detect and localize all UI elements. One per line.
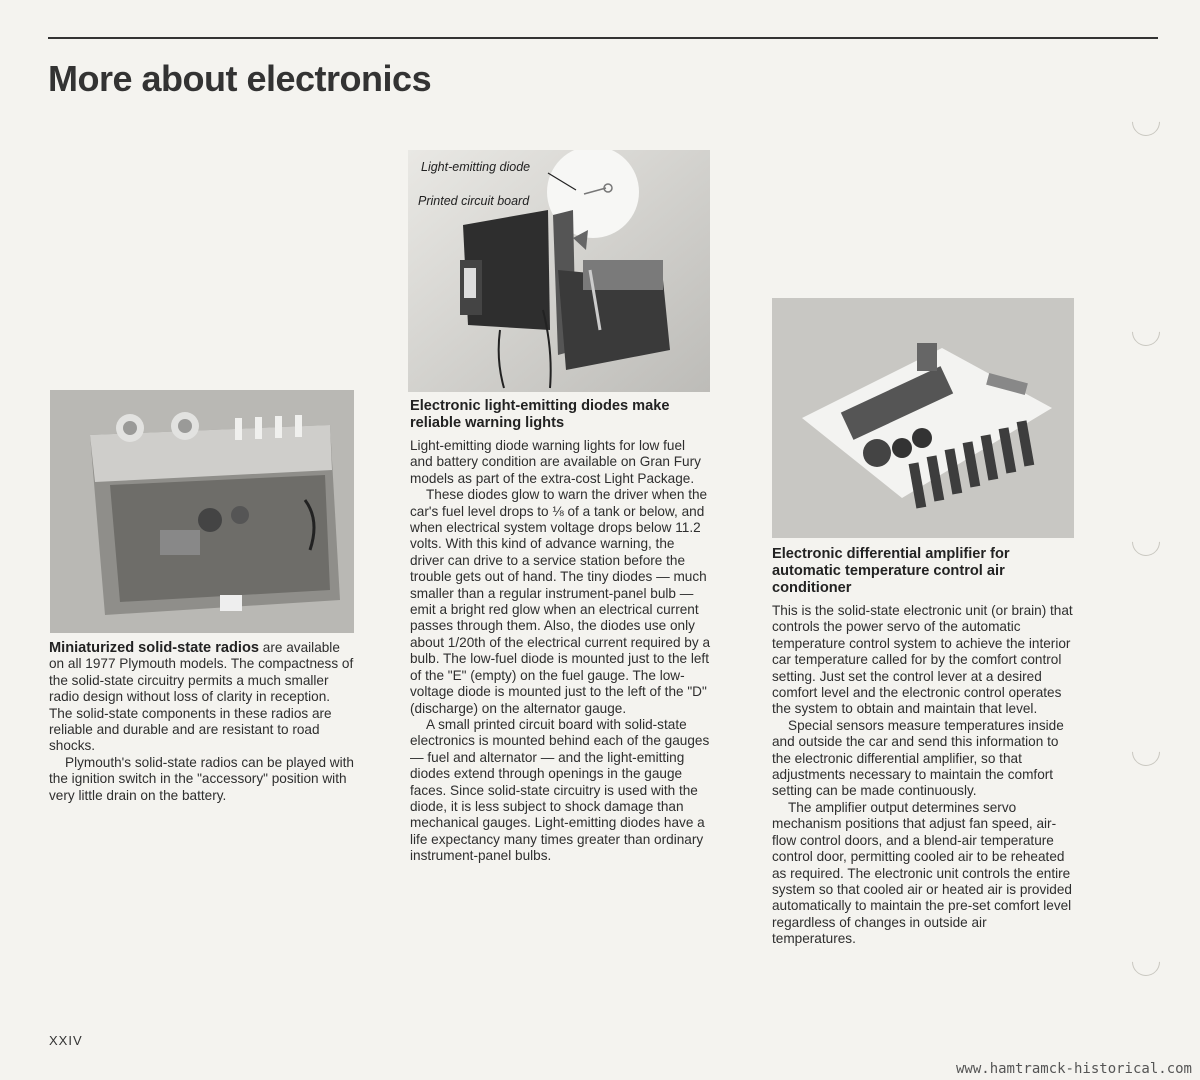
led-circuit-board-photo: [408, 150, 710, 392]
led-paragraph-2: These diodes glow to warn the driver when the car's fuel level drops to ⅛ of a tank or below, and when electrical system voltage drops below 11.2 volts. With this kind of advance warning, the driver can drive to a service station before the trouble gets out of hand. The tiny diodes — much smaller than a regular instrument-panel bulb — emit a bright red glow when an electrical current passes through them. Also, the diodes use only about 1/20th of the electrical current required by a bulb. The low-fuel diode is mounted just to the left of the "E" (empty) on the fuel gauge. The low-voltage diode is mounted just to the left of the "D" (discharge) on the alternator gauge.: [410, 487, 710, 716]
top-rule: [48, 37, 1158, 39]
radio-caption-body: are available on all 1977 Plymouth models. The compactness of the solid-state circuitry permits a much smaller radio design without loss of clarity in reception. The solid-state components in these radios are reliable and durable and are resistant to road shocks.: [49, 640, 354, 754]
binder-hole: [1126, 522, 1166, 562]
amplifier-paragraph-2: Special sensors measure temperatures inside and outside the car and send this information to the electronic differential amplifier, so that adjustments necessary to maintain the comfort setting can be made continuously.: [772, 717, 1064, 799]
binder-hole: [1126, 942, 1166, 982]
binder-hole: [1126, 102, 1166, 142]
page-number: XXIV: [49, 1033, 83, 1048]
led-paragraph-1: Light-emitting diode warning lights for low fuel and battery condition are available on Gran Fury models as part of the extra-cost Light Package.: [410, 438, 701, 486]
website-credit: www.hamtramck-historical.com: [955, 1061, 1192, 1077]
led-heading: Electronic light-emitting diodes make reliable warning lights: [410, 398, 670, 431]
binder-hole: [1126, 312, 1166, 352]
amplifier-image: [772, 298, 1074, 538]
callout-led: Light-emitting diode: [421, 160, 531, 174]
amplifier-photo: [772, 298, 1074, 538]
amplifier-heading: Electronic differential amplifier for automatic temperature control air conditioner: [772, 546, 1010, 596]
radio-caption-heading: Miniaturized solid-state radios: [49, 640, 260, 656]
right-column: [772, 546, 1074, 948]
radio-image: [50, 390, 354, 633]
left-column: [49, 640, 354, 804]
binder-hole: [1126, 732, 1166, 772]
led-paragraph-3: A small printed circuit board with solid-state electronics is mounted behind each of the gauges — fuel and alternator — and the light-emitting diodes extend through openings in the gauge faces. Since solid-state circuitry is used with the diode, it is less subject to shock damage than mechanical gauges. Light-emitting diodes have a life expectancy many times greater than ordinary instrument-panel bulbs.: [410, 716, 710, 864]
amplifier-paragraph-1: This is the solid-state electronic unit (or brain) that controls the power servo of the automatic temperature control system to achieve the interior car temperature called for by the comfort control setting. Just set the control lever at a desired comfort level and the electronic control operates the system to obtain and maintain that level.: [772, 603, 1073, 717]
amplifier-paragraph-3: The amplifier output determines servo mechanism positions that adjust fan speed, air-flow control doors, and a blend-air temperature control door, permitting cooled air to be reheated as required. The electronic unit controls the entire system so that cooled air or heated air is provided automatically to maintain the pre-set comfort level regardless of changes in outside air temperatures.: [772, 799, 1072, 947]
radio-paragraph: Plymouth's solid-state radios can be played with the ignition switch in the "accessory" position with very little drain on the battery.: [49, 754, 354, 803]
middle-column: [410, 398, 710, 865]
callout-pcb: Printed circuit board: [418, 194, 530, 208]
radio-intro: [49, 640, 354, 755]
page-title: More about electronics: [48, 58, 432, 99]
led-circuit-board-image: [408, 150, 710, 392]
radio-photo: [50, 390, 354, 633]
